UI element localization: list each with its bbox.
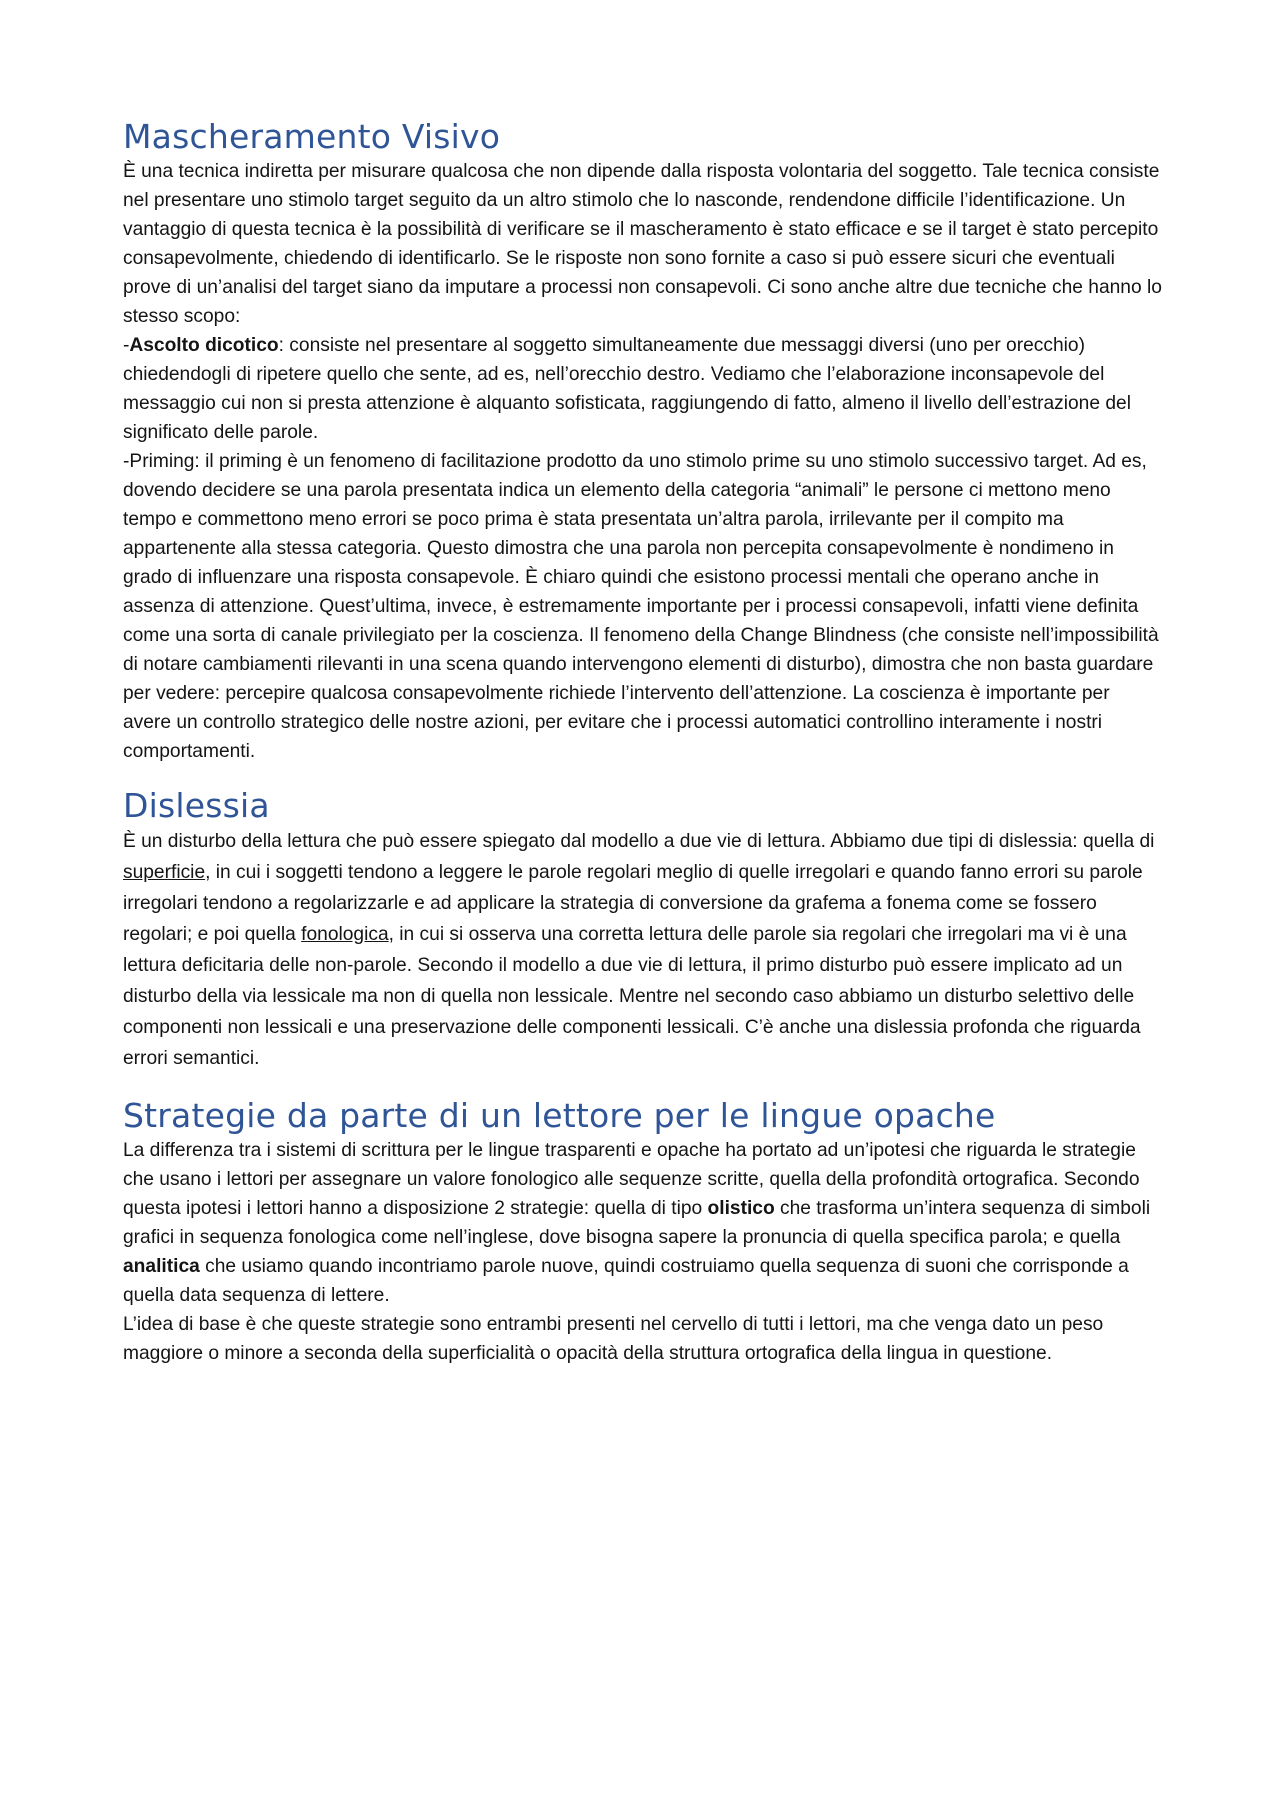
paragraph xyxy=(123,1310,1162,1368)
section-mascheramento-visivo xyxy=(123,117,1162,766)
text-run: È una tecnica indiretta per misurare qualcosa che non dipende dalla risposta volontaria del soggetto. Tale tecnica consiste nel presentare uno stimolo target seguito da un altro stimolo che lo nasconde, rendendone difficile l’identificazione. Un vantaggio di questa tecnica è la possibilità di verificare se il mascheramento è stato efficace e se il target è stato percepito consapevolmente, chiedendo di identificarlo. Se le risposte non sono fornite a caso si può essere sicuri che eventuali prove di un’analisi del target siano da imputare a processi non consapevoli. Ci sono anche altre due tecniche che hanno lo stesso scopo: xyxy=(123,161,1162,327)
section-strategie-lettore xyxy=(123,1096,1162,1368)
paragraph xyxy=(123,447,1162,766)
text-run: È un disturbo della lettura che può essere spiegato dal modello a due vie di lettura. Abbiamo due tipi di dislessia: quella di xyxy=(123,831,1155,852)
section-heading: Strategie da parte di un lettore per le lingue opache xyxy=(123,1096,996,1135)
text-run: , in cui si osserva una corretta lettura delle parole sia regolari che irregolari ma vi è una lettura deficitaria delle non-parole. Secondo il modello a due vie di lettura, il primo disturbo può essere implicato ad un disturbo della via lessicale ma non di quella non lessicale. Mentre nel secondo caso abbiamo un disturbo selettivo delle componenti non lessicali e una preservazione delle componenti lessicali. C’è anche una dislessia profonda che riguarda errori semantici. xyxy=(123,924,1141,1069)
text-run: -Priming: il priming è un fenomeno di facilitazione prodotto da uno stimolo prime su uno stimolo successivo target. Ad es, dovendo decidere se una parola presentata indica un elemento della categoria “animali” le persone ci mettono meno tempo e commettono meno errori se poco prima è stata presentata un’altra parola, irrilevante per il compito ma appartenente alla stessa categoria. Questo dimostra che una parola non percepita consapevolmente è nondimeno in grado di influenzare una risposta consapevole. È chiaro quindi che esistono processi mentali che operano anche in assenza di attenzione. Quest’ultima, invece, è estremamente importante per i processi consapevoli, infatti viene definita come una sorta di canale privilegiato per la coscienza. Il fenomeno della Change Blindness (che consiste nell’impossibilità di notare cambiamenti rilevanti in una scena quando intervengono elementi di disturbo), dimostra che non basta guardare per vedere: percepire qualcosa consapevolmente richiede l’intervento dell’attenzione. La coscienza è importante per avere un controllo strategico delle nostre azioni, per evitare che i processi automatici controllino interamente i nostri comportamenti. xyxy=(123,451,1159,762)
paragraph xyxy=(123,331,1162,447)
text-run: - xyxy=(123,335,130,356)
paragraph xyxy=(123,157,1162,331)
section-heading: Dislessia xyxy=(123,786,270,825)
underlined-term: fonologica xyxy=(301,924,389,945)
paragraph xyxy=(123,826,1162,1074)
text-run: che usiamo quando incontriamo parole nuove, quindi costruiamo quella sequenza di suoni che corrisponde a quella data sequenza di lettere. xyxy=(123,1256,1129,1306)
text-run: , in cui i soggetti tendono a leggere le parole regolari meglio di quelle irregolari e quando fanno errori su parole irregolari tendono a regolarizzarle e ad applicare la strategia di conversione da grafema a fonema come se fossero regolari; e poi quella xyxy=(123,862,1143,945)
bold-term: analitica xyxy=(123,1256,200,1277)
paragraph xyxy=(123,1136,1162,1310)
bold-term: Ascolto dicotico xyxy=(129,335,279,356)
bold-term: olistico xyxy=(707,1198,775,1219)
text-run: La differenza tra i sistemi di scrittura per le lingue trasparenti e opache ha portato ad un’ipotesi che riguarda le strategie che usano i lettori per assegnare un valore fonologico alle sequenze scritte, quella della profondità ortografica. Secondo questa ipotesi i lettori hanno a disposizione 2 strategie: quella di tipo xyxy=(123,1140,1140,1219)
section-heading: Mascheramento Visivo xyxy=(123,117,501,156)
text-run: L’idea di base è che queste strategie sono entrambi presenti nel cervello di tutti i lettori, ma che venga dato un peso maggiore o minore a seconda della superficialità o opacità della struttura ortografica della lingua in questione. xyxy=(123,1314,1104,1364)
text-run: : consiste nel presentare al soggetto simultaneamente due messaggi diversi (uno per orecchio) chiedendogli di ripetere quello che sente, ad es, nell’orecchio destro. Vediamo che l’elaborazione inconsapevole del messaggio cui non si presta attenzione è alquanto sofisticata, raggiungendo di fatto, almeno il livello dell’estrazione del significato delle parole. xyxy=(123,335,1131,443)
text-run: che trasforma un’intera sequenza di simboli grafici in sequenza fonologica come nell’inglese, dove bisogna sapere la pronuncia di quella specifica parola; e quella xyxy=(123,1198,1151,1248)
underlined-term: superficie xyxy=(123,862,206,883)
section-dislessia xyxy=(123,786,1162,1074)
